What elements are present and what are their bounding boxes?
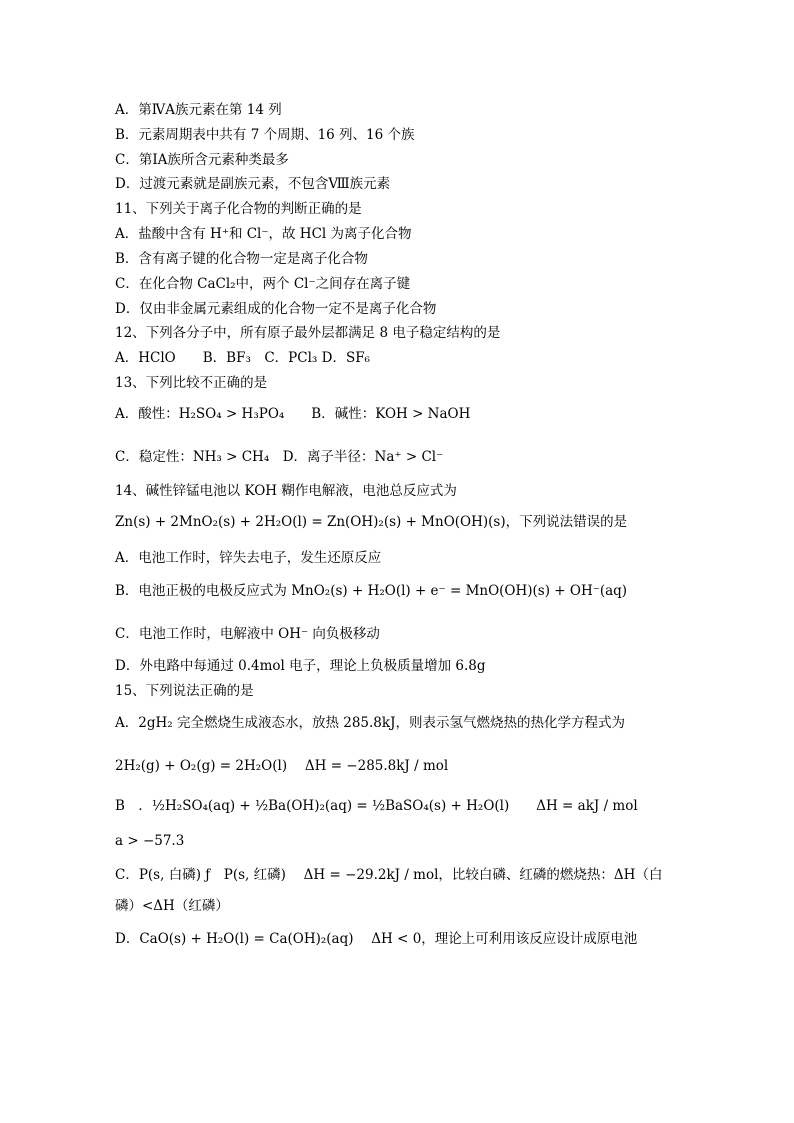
q10-option-d: D．过渡元素就是副族元素，不包含Ⅷ族元素 — [115, 176, 391, 192]
q13-options-ab: A．酸性：H₂SO₄ > H₃PO₄ B．碱性：KOH > NaOH — [115, 406, 471, 422]
q10-option-c: C．第ⅠA族所含元素种类最多 — [115, 152, 289, 168]
q15-stem: 15、下列说法正确的是 — [115, 683, 254, 699]
q12-stem: 12、下列各分子中，所有原子最外层都满足 8 电子稳定结构的是 — [115, 325, 501, 341]
q13-stem: 13、下列比较不正确的是 — [115, 375, 268, 391]
q12-options: A．HClO B．BF₃ C．PCl₃ D．SF₆ — [115, 350, 370, 366]
q13-options-cd: C．稳定性：NH₃ > CH₄ D．离子半径：Na⁺ > Cl⁻ — [115, 449, 444, 465]
q14-stem: 14、碱性锌锰电池以 KOH 糊作电解液，电池总反应式为 — [115, 483, 457, 499]
q10-option-b: B．元素周期表中共有 7 个周期、16 列、16 个族 — [115, 127, 415, 143]
q15-option-c: C．P(s, 白磷) ƒ P(s, 红磷) ΔH = −29.2kJ / mol，比较白磷、红磷的燃烧热：ΔH（白 — [115, 867, 663, 883]
q14-option-b: B．电池正极的电极反应式为 MnO₂(s) + H₂O(l) + e⁻ = MnO(OH)(s) + OH⁻(aq) — [115, 583, 628, 599]
q15-option-d: D．CaO(s) + H₂O(l) = Ca(OH)₂(aq) ΔH < 0，理论上可利用该反应设计成原电池 — [115, 931, 638, 947]
q15-option-a-equation: 2H₂(g) + O₂(g) = 2H₂O(l) ΔH = −285.8kJ / mol — [115, 758, 449, 774]
q11-option-b: B．含有离子键的化合物一定是离子化合物 — [115, 251, 368, 267]
q14-option-a: A．电池工作时，锌失去电子，发生还原反应 — [115, 550, 382, 566]
q10-option-a: A．第ⅣA族元素在第 14 列 — [115, 102, 282, 118]
q11-stem: 11、下列关于离子化合物的判断正确的是 — [115, 201, 362, 217]
q15-option-a: A．2gH₂ 完全燃烧生成液态水，放热 285.8kJ，则表示氢气燃烧热的热化学方程式为 — [115, 715, 625, 731]
q14-equation: Zn(s) + 2MnO₂(s) + 2H₂O(l) = Zn(OH)₂(s) + MnO(OH)(s)，下列说法错误的是 — [115, 514, 628, 530]
q11-option-c: C．在化合物 CaCl₂中，两个 Cl⁻之间存在离子键 — [115, 276, 411, 292]
q15-option-b: B ．½H₂SO₄(aq) + ½Ba(OH)₂(aq) = ½BaSO₄(s) + H₂O(l) ΔH = akJ / mol — [115, 798, 638, 814]
q14-option-d: D．外电路中每通过 0.4mol 电子，理论上负极质量增加 6.8g — [115, 658, 486, 674]
q11-option-d: D．仅由非金属元素组成的化合物一定不是离子化合物 — [115, 301, 437, 317]
q15-option-b-condition: a > −57.3 — [115, 833, 185, 849]
q11-option-a: A．盐酸中含有 H⁺和 Cl⁻，故 HCl 为离子化合物 — [115, 226, 412, 242]
q15-option-c-continued: 磷）<ΔH（红磷） — [115, 898, 229, 914]
q14-option-c: C．电池工作时，电解液中 OH⁻ 向负极移动 — [115, 626, 380, 642]
